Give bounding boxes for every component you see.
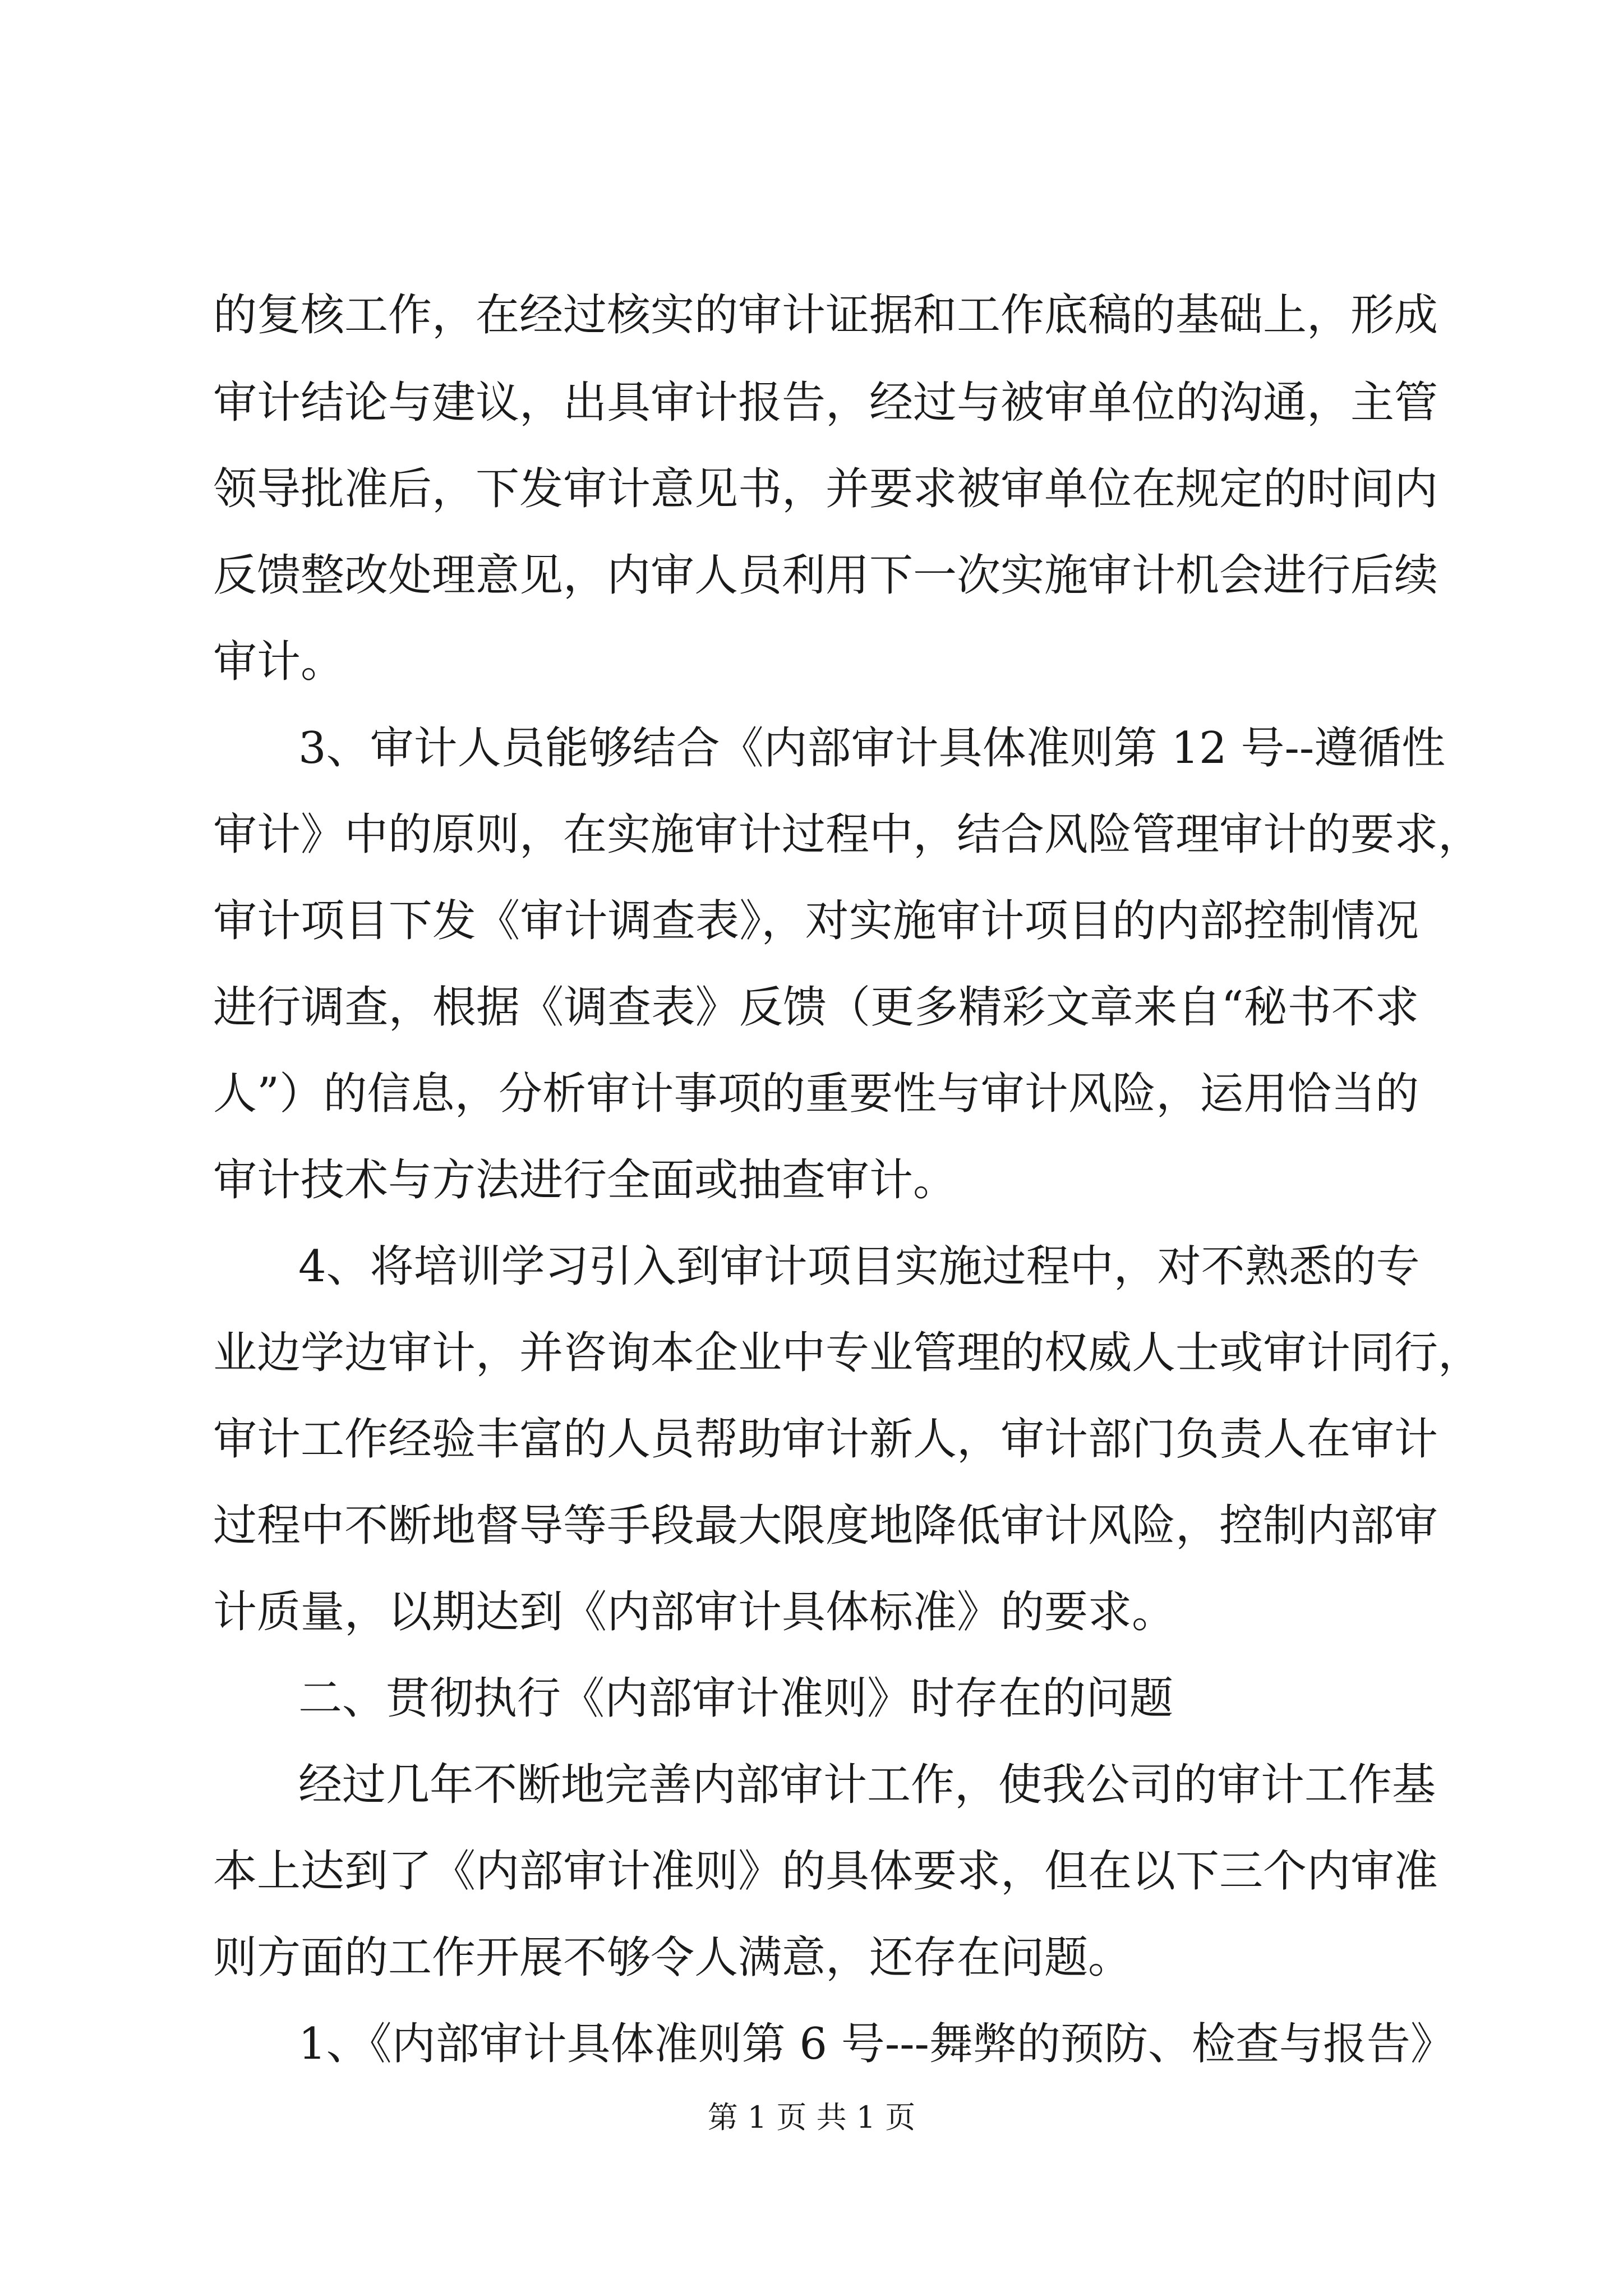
text-line-3: 领导批准后，下发审计意见书，并要求被审单位在规定的时间内 xyxy=(213,464,1438,514)
text-line-11: 审计技术与方法进行全面或抽查审计。 xyxy=(213,1155,957,1205)
page-footer: 第 1 页 共 1 页 xyxy=(707,2100,916,2135)
section-heading: 二、贯彻执行《内部审计准则》时存在的问题 xyxy=(298,1673,1174,1724)
text-line-1: 的复核工作，在经过核实的审计证据和工作底稿的基础上，形成 xyxy=(213,290,1438,341)
text-line-10: 人”）的信息，分析审计事项的重要性与审计风险，运用恰当的 xyxy=(213,1069,1419,1119)
text-line-21: 1、《内部审计具体准则第 6 号---舞弊的预防、检查与报告》 xyxy=(298,2019,1454,2069)
text-line-5: 审计。 xyxy=(213,637,345,687)
text-line-9: 进行调查，根据《调查表》反馈（更多精彩文章来自“秘书不求 xyxy=(213,982,1419,1033)
text-line-16: 计质量，以期达到《内部审计具体标准》的要求。 xyxy=(213,1587,1176,1637)
text-line-13: 业边学边审计，并咨询本企业中专业管理的权威人士或审计同行， xyxy=(213,1328,1482,1378)
text-line-15: 过程中不断地督导等手段最大限度地降低审计风险，控制内部审 xyxy=(213,1501,1438,1551)
text-line-20: 则方面的工作开展不够令人满意，还存在问题。 xyxy=(213,1932,1132,1983)
text-line-19: 本上达到了《内部审计准则》的具体要求，但在以下三个内审准 xyxy=(213,1846,1438,1897)
text-line-12: 4、将培训学习引入到审计项目实施过程中，对不熟悉的专 xyxy=(298,1241,1420,1292)
text-line-18: 经过几年不断地完善内部审计工作，使我公司的审计工作基 xyxy=(298,1760,1436,1810)
text-line-14: 审计工作经验丰富的人员帮助审计新人，审计部门负责人在审计 xyxy=(213,1414,1438,1465)
text-line-4: 反馈整改处理意见，内审人员利用下一次实施审计机会进行后续 xyxy=(213,550,1438,601)
text-line-7: 审计》中的原则，在实施审计过程中，结合风险管理审计的要求， xyxy=(213,809,1482,860)
text-line-6: 3、审计人员能够结合《内部审计具体准则第 12 号--遵循性 xyxy=(298,723,1446,774)
text-line-8: 审计项目下发《审计调查表》，对实施审计项目的内部控制情况 xyxy=(213,896,1419,946)
text-line-2: 审计结论与建议，出具审计报告，经过与被审单位的沟通，主管 xyxy=(213,378,1438,428)
